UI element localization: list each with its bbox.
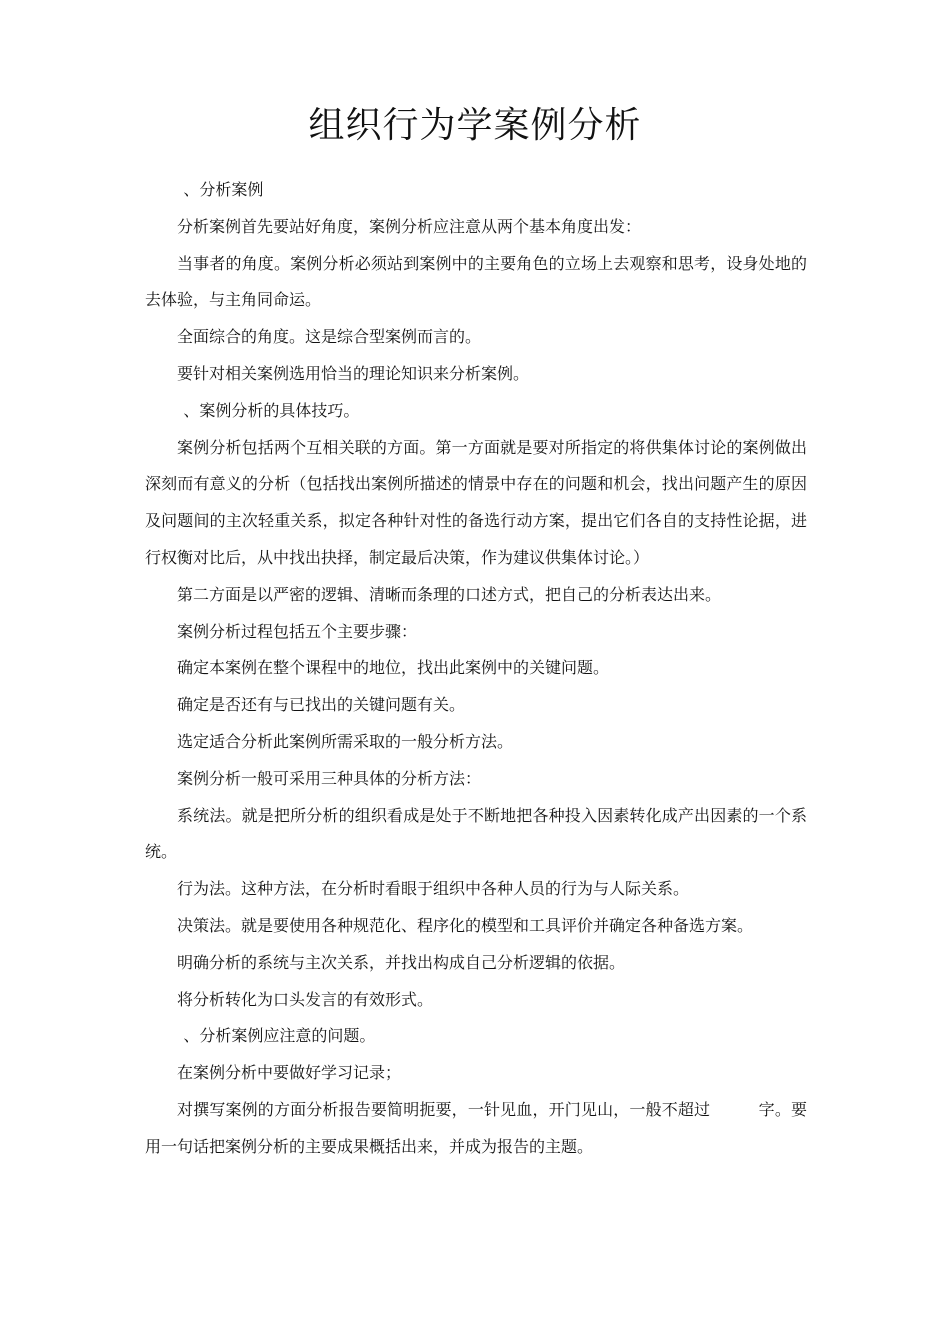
document-title: 组织行为学案例分析	[308, 105, 642, 146]
paragraph: 将分析转化为口头发言的有效形式。	[177, 989, 434, 1009]
section-heading-2: 、案例分析的具体技巧。	[183, 400, 360, 420]
section-heading-1: 、分析案例	[183, 180, 264, 199]
paragraph: 在案例分析中要做好学习记录；	[177, 1063, 402, 1083]
paragraph: 全面综合的角度。这是综合型案例而言的。	[177, 327, 482, 347]
section-heading-3: 、分析案例应注意的问题。	[183, 1026, 376, 1046]
paragraph: 当事者的角度。案例分析必须站到案例中的主要角色的立场上去观察和思考，设身处地的去体验，与主角同命运。	[145, 253, 807, 310]
paragraph: 分析案例首先要站好角度，案例分析应注意从两个基本角度出发：	[177, 216, 642, 236]
paragraph: 系统法。就是把所分析的组织看成是处于不断地把各种投入因素转化成产出因素的一个系统。	[145, 805, 807, 862]
paragraph: 案例分析一般可采用三种具体的分析方法：	[177, 768, 482, 788]
paragraph: 明确分析的系统与主次关系，并找出构成自己分析逻辑的依据。	[177, 952, 626, 972]
paragraph: 选定适合分析此案例所需采取的一般分析方法。	[177, 731, 514, 751]
paragraph: 确定是否还有与已找出的关键问题有关。	[177, 695, 466, 715]
paragraph: 案例分析过程包括五个主要步骤：	[177, 621, 418, 641]
paragraph: 案例分析包括两个互相关联的方面。第一方面就是要对所指定的将供集体讨论的案例做出深刻而有意义的分析（包括找出案例所描述的情景中存在的问题和机会，找出问题产生的原因及问题间的主次轻重关系，拟定各种针对性的备选行动方案，提出它们各自的支持性论据，进行权衡对比后，从中找出抉择，制定最后决策，作为建议供集体讨论。）	[145, 437, 807, 567]
paragraph: 确定本案例在整个课程中的地位，找出此案例中的关键问题。	[177, 658, 610, 678]
document-body	[145, 172, 807, 1166]
paragraph: 第二方面是以严密的逻辑、清晰而条理的口述方式，把自己的分析表达出来。	[177, 584, 722, 604]
paragraph: 行为法。这种方法，在分析时看眼于组织中各种人员的行为与人际关系。	[177, 879, 690, 899]
paragraph: 对撰写案例的方面分析报告要简明扼要，一针见血，开门见山，一般不超过 字。要用一句话把案例分析的主要成果概括出来，并成为报告的主题。	[145, 1099, 807, 1156]
paragraph: 决策法。就是要使用各种规范化、程序化的模型和工具评价并确定各种备选方案。	[177, 915, 754, 935]
paragraph: 要针对相关案例选用恰当的理论知识来分析案例。	[177, 363, 530, 383]
